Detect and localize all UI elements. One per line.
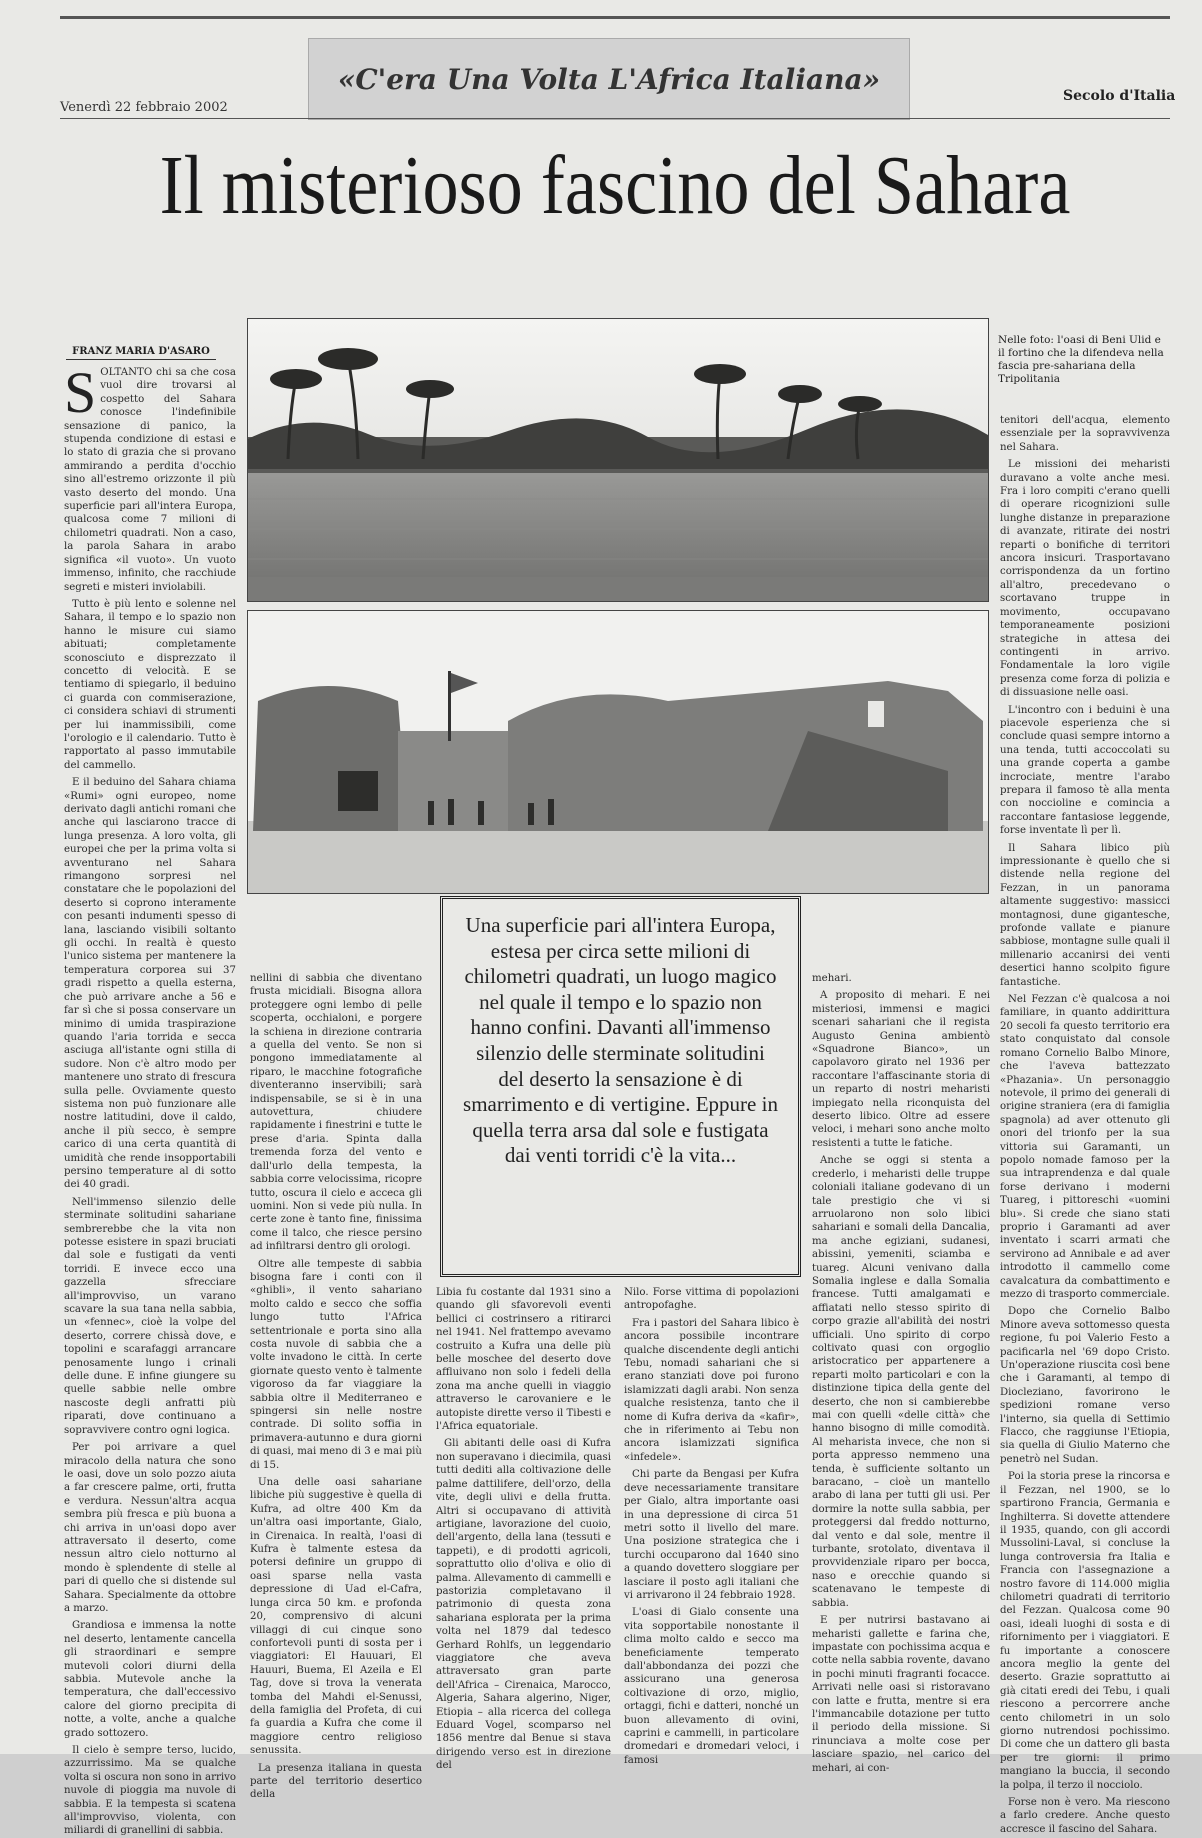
text-column-5: [812, 972, 990, 1774]
paragraph: Gli abitanti delle oasi di Kufra non superavano i diecimila, quasi tutti dediti alla coltivazione delle palme dattilifere, dell'orzo, della vite, degli ulivi e della frutta. Altri si occupavano di attività artigiane, lavorazione del cuoio, dell'argento, della lana (tessuti e tappeti), e di prodotti agricoli, soprattutto olio d'oliva e olio di palma. Allevamento di cammelli e pastorizia completavano il patrimonio di questa zona sahariana esplorata per la prima volta nel 1879 dal tedesco Gerhard Rohlfs, un leggendario viaggiatore che aveva attraversato gran parte dell'Africa – Cirenaica, Marocco, Algeria, Sahara algerino, Niger, Etiopia – alla ricerca del collega Eduard Vogel, scomparso nel 1856 mentre dal Benue si stava dirigendo verso est in direzione del: [436, 1438, 611, 1772]
oasis-photo: [247, 318, 989, 602]
paragraph: Il cielo è sempre terso, lucido, azzurrissimo. Ma se qualche volta si oscura non sono in arrivo nuvole di pioggia ma nuvole di sabbia. E la tempesta si scatena all'improvviso, violenta, con miliardi di granellini di sabbia.: [64, 1745, 236, 1837]
author-byline: FRANZ MARIA D'ASARO: [66, 346, 216, 360]
paragraph: Poi la storia prese la rincorsa e il Fezzan, nel 1900, se lo spartirono Francia, Germania e Inghilterra. Si dovette attendere il 1935, quando, con gli accordi Mussolini-Laval, si concluse la lunga controversia fra Italia e Francia con l'assegnazione a nostro favore di 114.000 miglia chilometri quadrati di territorio del Fezzan. Qualcosa come 90 oasi, ideali luoghi di sosta e di rifornimento per i viaggiatori. E fu importante a conoscere ancora meglio la gente del deserto. Grazie soprattutto ai già citati eredi dei Tebu, i quali riescono a percorrere anche cento chilometri in un solo giorno nutrendosi pochissimo. Di come che un dattero gli basta per tre giorni: il primo mangiano la buccia, il secondo la polpa, il terzo il nocciolo.: [1000, 1471, 1170, 1791]
paragraph: Una delle oasi sahariane libiche più suggestive è quella di Kufra, ad oltre 400 Km da un'altra oasi importante, Gialo, in Cirenaica. In realtà, l'oasi di Kufra è talmente estesa da potersi definire un gruppo di oasi sparse nella vasta depressione di Uad el-Cafra, lunga circa 50 km. e profonda 20, comprensivo di alcuni villaggi di cui cinque sono confortevoli punti di sosta per i viaggiatori: El Hauuari, El Hauuri, Buema, El Azeila e El Tag, dove si trova la venerata tomba del Mahdi el-Senussi, della famiglia del Profeta, di cui fa guardia a Kufra che come il maggiore centro religioso senussita.: [250, 1477, 422, 1757]
text-column-1: [64, 360, 236, 1837]
desert-fort-icon: [248, 611, 988, 893]
paragraph: Grandiosa e immensa la notte nel deserto, lentamente cancella gli straordinari e sempre mutevoli colori diurni della sabbia. Mutevole anche la temperatura, che dall'eccessivo calore del giorno precipita di notte, a volte, anche a qualche grado sottozero.: [64, 1620, 236, 1739]
photo-caption: Nelle foto: l'oasi di Beni Ulid e il fortino che la difendeva nella fascia pre-sahariana della Tripolitania: [998, 334, 1164, 385]
paragraph: Tutto è più lento e solenne nel Sahara, il tempo e lo spazio non hanno le misure cui siamo abituati; completamente sconosciuto e disprezzato il concetto di velocità. E se tentiamo di spiegarlo, il beduino ci guarda con commiserazione, ci considera schiavi di strumenti per lui inammissibili, come l'orologio e il calendario. Tutto è rapportato al passo immutabile del cammello.: [64, 598, 236, 771]
top-rule: [60, 16, 1170, 19]
paragraph: L'incontro con i beduini è una piacevole esperienza che si conclude quasi sempre intorno a una tenda, tutti accoccolati su una grande coperta a gambe incrociate, mentre l'arabo prepara il famoso tè alla menta con noccioline e comincia a raccontare fantasiose leggende, forse inventate lì per lì.: [1000, 704, 1170, 837]
paragraph: Per poi arrivare a quel miracolo della natura che sono le oasi, dove un solo pozzo aiuta a far crescere palme, orti, frutta e verdura. Nessun'altra acqua sembra più fresca e più buona a chi arriva in un'oasi dopo aver attraversato il deserto, come nessun altro cielo notturno al mondo è splendente di stelle al pari di quello che si distende sul Sahara. Specialmente da ottobre a marzo.: [64, 1442, 236, 1614]
paragraph: Chi parte da Bengasi per Kufra deve necessariamente transitare per Gialo, altra importante oasi in una depressione di circa 51 metri sotto il livello del mare. Una posizione strategica che i turchi occuparono dal 1640 sino a quando dovettero sloggiare per lasciare il posto agli italiani che vi arrivarono il 24 febbraio 1928.: [624, 1469, 799, 1601]
paragraph: A proposito di mehari. E nei misteriosi, immensi e magici scenari sahariani che il regista Augusto Genina ambientò «Squadrone Bianco», un capolavoro girato nel 1936 per raccontare l'affascinante storia di un reparto di nostri meharisti impiegato nella riconquista del deserto libico. Oltre ad essere veloci, i mehari sono anche molto resistenti a tutte le fatiche.: [812, 990, 990, 1149]
paragraph: Fra i pastori del Sahara libico è ancora possibile incontrare qualche discendente degli antichi Tebu, nomadi sahariani che si erano stanziati dove poi furono islamizzati dagli arabi. Non senza qualche resistenza, tanto che il nome di Kufra deriva da «kafir», che in riferimento ai Tebu non ancora islamizzati significa «infedele».: [624, 1317, 799, 1463]
paragraph: Dopo che Cornelio Balbo Minore aveva sottomesso questa regione, fu poi Valerio Festo a pacificarla nel '69 dopo Cristo. Un'operazione riuscita così bene che i Garamanti, al tempo di Diocleziano, favorirono le spedizioni romane verso l'interno, sia quella di Settimio Flacco, che raggiunse l'Etiopia, sia quella di Giulio Materno che penetrò nel Sudan.: [1000, 1306, 1170, 1465]
dropcap: S: [64, 360, 97, 425]
paragraph: OLTANTO chi sa che cosa vuol dire trovarsi al cospetto del Sahara conosce l'indefinibile sensazione di panico, la stupenda condizione di estasi e lo stato di grazia che si provano ammirando a perdita d'occhio sino all'estremo orizzonte il più vasto deserto del mondo. Una superficie pari all'intera Europa, qualcosa come 7 milioni di chilometri quadrati. Non a caso, la parola Sahara in arabo significa «il vuoto». Un vuoto immenso, infinito, che racchiude segreti e misteri inviolabili.: [64, 367, 236, 593]
paragraph: E per nutrirsi bastavano ai meharisti gallette e farina che, impastate con pochissima acqua e cotte nella sabbia rovente, davano in pochi minuti fragranti focacce. Arrivati nelle oasi si ristoravano con latte e frutta, mentre si era l'immancabile dotazione per tutto il periodo della missione. Si rinunciava a molte cose per lasciare spazio, nel carico del mehari, ai con-: [812, 1615, 990, 1774]
series-banner: [308, 38, 910, 120]
series-title: «C'era Una Volta L'Africa Italiana»: [337, 62, 881, 96]
paragraph: Nilo. Forse vittima di popolazioni antropofaghe.: [624, 1287, 799, 1312]
pull-quote: Una superficie pari all'intera Europa, estesa per circa sette milioni di chilometri quadrati, un luogo magico nel quale il tempo e lo spazio non hanno confini. Davanti all'immenso silenzio delle sterminate solitudini del deserto la sensazione è di smarrimento e di vertigine. Eppure in quella terra arsa dal sole e fustigata dai venti torridi c'è la vita...: [463, 913, 778, 1168]
paragraph: Oltre alle tempeste di sabbia bisogna fare i conti con il «ghibli», il vento sahariano molto caldo e secco che soffia lungo tutto l'Africa settentrionale e porta sino alla costa nuvole di sabbia che a volte invadono le città. In certe giornate questo vento è talmente vigoroso da far viaggiare la sabbia oltre il Mediterraneo e spingersi sin nelle nostre contrade. Di solito soffia in primavera-autunno e dura giorni di quasi, mai meno di 3 e mai più di 15.: [250, 1258, 422, 1471]
paragraph: L'oasi di Gialo consente una vita sopportabile nonostante il clima molto caldo e secco ma beneficiamente temperato dall'abbondanza dei pozzi che assicurano una generosa coltivazione di orzo, miglio, ortaggi, fichi e datteri, nonché un buon allevamento di ovini, caprini e cammelli, in particolare dromedari e dromedari veloci, i famosi: [624, 1607, 799, 1766]
paragraph: E il beduino del Sahara chiama «Rumi» ogni europeo, nome derivato dagli antichi romani che anche qui lasciarono tracce di lunga presenza. A loro volta, gli europei che per la prima volta si avventurano nel Sahara rimangono sorpresi nel constatare che le popolazioni del deserto si coprono interamente con pesanti indumenti spesso di lana, lasciando visibili soltanto gli occhi. In realtà è questo l'unico sistema per mantenere la temperatura corporea sui 37 gradi rispetto a quella esterna, che può arrivare anche a 56 e far sì che si possa conservare un minimo di umida traspirazione quando l'aria torrida e secca asciuga all'istante ogni stilla di sudore. Non c'è altro modo per mantenere uno strato di frescura sulla pelle. Ovviamente questo sistema non può funzionare alle nostre latitudini, dove il caldo, anche il più secco, è sempre carico di una certa quantità di umidità che rende insopportabili persino temperature al di sotto dei 40 gradi.: [64, 777, 236, 1191]
paragraph: Forse non è vero. Ma riescono a farlo credere. Anche questo accresce il fascino del Sahara.: [1000, 1797, 1170, 1835]
oasis-lake-palms-icon: [248, 319, 988, 601]
paragraph: Nel Fezzan c'è qualcosa a noi familiare, in quanto addirittura 20 secoli fa questo territorio era stato conquistato dal console romano Cornelio Balbo Minore, che l'aveva battezzato «Phazania». Un personaggio notevole, il primo dei generali di origine straniera (era di famiglia spagnola) ad aver ottenuto gli onori del trionfo per la sua vittoria sui Garamanti, un popolo nomade famoso per la sua intraprendenza e dal quale forse derivano i moderni Tuareg, i pittoreschi «uomini blu». Si crede che siano stati proprio i Garamanti ad aver inventato i scarri armati che servirono ad Annibale e ad aver introdotto il cammello come cavalcatura da combattimento e mezzo di trasporto commerciale.: [1000, 994, 1170, 1300]
newspaper-name: Secolo d'Italia: [1063, 88, 1176, 104]
paragraph: La presenza italiana in questa parte del territorio desertico della: [250, 1762, 422, 1801]
text-column-3: [436, 1286, 611, 1772]
fort-photo: [247, 610, 989, 894]
paragraph: Nell'immenso silenzio delle sterminate solitudini sahariane sembrerebbe che la vita non potesse esistere in spazi bruciati dal sole e fustigati da venti torridi. E invece ecco una gazzella sfrecciare all'improvviso, un varano scavare la sua tana nella sabbia, un «fennec», cioè la volpe del deserto, correre chissà dove, e topolini e scarafaggi arrancare penosamente lungo i crinali delle dune. E infine giungere su quelle sabbie nelle ombre nascoste degli anfratti più riparati, dove continuano a sopravvivere contro ogni logica.: [64, 1196, 236, 1436]
header-rule: [60, 118, 1170, 119]
paragraph: Libia fu costante dal 1931 sino a quando gli sfavorevoli eventi bellici ci costrinsero a ritirarci nel 1941. Nel frattempo avevamo costruito a Kufra una delle più belle moschee del deserto dove affluivano non solo i fedeli della zona ma anche quelli in viaggio attraverso le carovaniere e le autopiste dirette verso il Tibesti e l'Africa equatoriale.: [436, 1287, 611, 1433]
paragraph: Il Sahara libico più impressionante è quello che si distende nella regione del Fezzan, in un panorama altamente suggestivo: massicci montagnosi, dune gigantesche, profonde vallate e pianure sabbiose, montagne sulle quali il millenario accanirsi dei venti desertici hanno scolpito figure fantastiche.: [1000, 842, 1170, 988]
headline: Il misterioso fascino del Sahara: [159, 139, 1071, 232]
pull-quote-box: [440, 896, 801, 1277]
text-column-6: [1000, 414, 1170, 1835]
paragraph: mehari.: [812, 973, 852, 984]
paragraph: tenitori dell'acqua, elemento essenziale per la sopravvivenza nel Sahara.: [1000, 415, 1170, 453]
paragraph: Anche se oggi si stenta a crederlo, i meharisti delle truppe coloniali italiane godevano di un tale prestigio che vi si arruolarono non solo libici sahariani e somali della Dancalia, ma anche egiziani, sudanesi, abissini, yemeniti, sciamba e tuareg. Alcuni venivano dalla Somalia inglese e dalla Somalia francese. Tutti amalgamati e affiatati nello stesso spirito di corpo grazie all'abilità dei nostri ufficiali. Uno spirito di corpo coltivato quasi con orgoglio aristocratico per appartenere a reparti molto particolari e con la distinzione tipica della gente del deserto, che non si cambierebbe mai con quelli «delle città» che hanno bisogno di mille comodità. Al meharista invece, che non si porta appresso nemmeno una tenda, è sufficiente soltanto un baracano, – cioè un mantello arabo di lana per tutti gli usi. Per dormire la notte sulla sabbia, per proteggersi dal freddo notturno, dal vento e dal sole, mentre il turbante, srotolato, diventava il provvidenziale riparo per bocca, naso e orecchie quando si scatenavano le tempeste di sabbia.: [812, 1155, 990, 1609]
text-column-4: [624, 1286, 799, 1766]
paragraph: Le missioni dei meharisti duravano a volte anche mesi. Fra i loro compiti c'erano quelli di operare ricognizioni sulle lunghe distanze in preparazione di avanzate, ritirate dei nostri reparti o bonifiche di territori ancora insicuri. Trasportavano corrispondenza da un fortino all'altro, precedevano o scortavano truppe in movimento, occupavano temporaneamente posizioni strategiche in attesa dei contingenti in arrivo. Fondamentale la loro vigile presenza come forza di polizia e di dissuasione nelle oasi.: [1000, 459, 1170, 699]
paragraph: nellini di sabbia che diventano frusta micidiali. Bisogna allora proteggere ogni lembo di pelle scoperta, occhialoni, e porgere la schiena in direzione contraria a quella del vento. Se non si pongono immediatamente al riparo, le macchine fotografiche diventeranno inservibili; sarà indispensabile, se si è in una autovettura, chiudere rapidamente i finestrini e tutte le prese d'aria. Spinta dalla tremenda forza del vento e dall'urlo della tempesta, la sabbia corre velocissima, ricopre tutto, oscura il cielo e acceca gli uomini. Non si vede più nulla. In certe zone è tanto fine, finissima come il talco, che riesce persino ad infiltrarsi dentro gli orologi.: [250, 973, 422, 1253]
text-column-2: [250, 972, 422, 1801]
issue-date: Venerdì 22 febbraio 2002: [60, 100, 228, 115]
